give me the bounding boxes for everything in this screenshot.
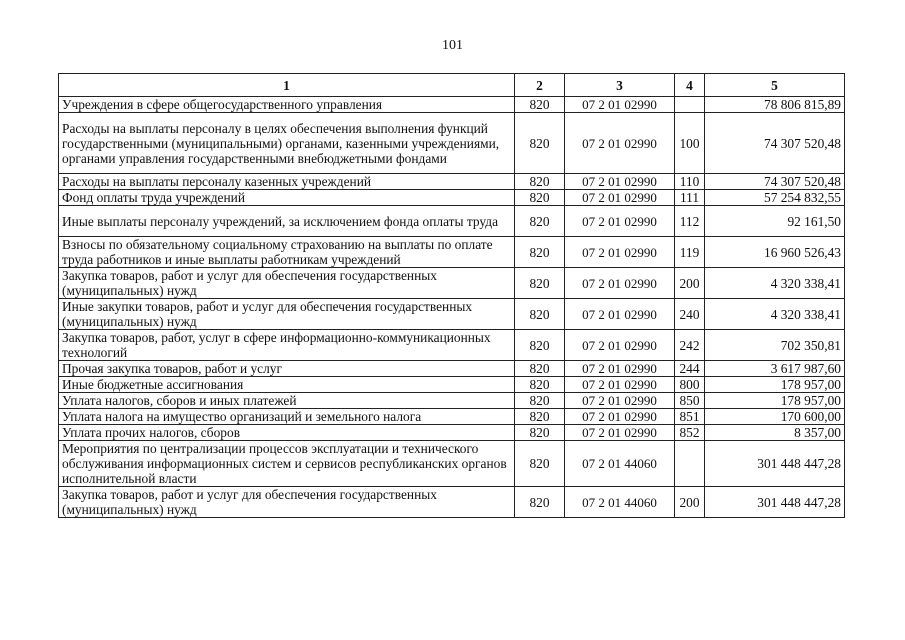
row-code: 07 2 01 44060 <box>565 441 675 487</box>
row-vr <box>675 441 705 487</box>
row-vr: 850 <box>675 393 705 409</box>
row-vr: 800 <box>675 377 705 393</box>
row-grbs: 820 <box>515 441 565 487</box>
row-grbs: 820 <box>515 206 565 237</box>
row-sum: 57 254 832,55 <box>705 190 845 206</box>
row-vr: 110 <box>675 174 705 190</box>
row-grbs: 820 <box>515 113 565 174</box>
row-grbs: 820 <box>515 237 565 268</box>
row-code: 07 2 01 02990 <box>565 377 675 393</box>
column-header: 4 <box>675 74 705 97</box>
row-sum: 4 320 338,41 <box>705 299 845 330</box>
table-row <box>59 393 845 409</box>
row-grbs: 820 <box>515 190 565 206</box>
row-sum: 8 357,00 <box>705 425 845 441</box>
row-vr: 244 <box>675 361 705 377</box>
row-vr: 242 <box>675 330 705 361</box>
budget-table <box>58 73 845 518</box>
table-row <box>59 237 845 268</box>
row-sum: 78 806 815,89 <box>705 97 845 113</box>
table-row <box>59 425 845 441</box>
row-sum: 170 600,00 <box>705 409 845 425</box>
row-code: 07 2 01 02990 <box>565 174 675 190</box>
row-vr: 111 <box>675 190 705 206</box>
row-name: Расходы на выплаты персоналу в целях обеспечения выполнения функций государственными (муниципальными) органами, казенными учреждениями, органами управления государственными внебюджетными фондами <box>59 113 515 174</box>
row-vr: 852 <box>675 425 705 441</box>
column-header: 2 <box>515 74 565 97</box>
page-number: 101 <box>442 38 463 53</box>
table-row <box>59 409 845 425</box>
row-vr: 200 <box>675 487 705 518</box>
row-vr: 200 <box>675 268 705 299</box>
row-name: Иные закупки товаров, работ и услуг для обеспечения государственных (муниципальных) нужд <box>59 299 515 330</box>
row-sum: 3 617 987,60 <box>705 361 845 377</box>
table-row <box>59 377 845 393</box>
row-sum: 178 957,00 <box>705 393 845 409</box>
row-vr: 112 <box>675 206 705 237</box>
table-row <box>59 487 845 518</box>
table-row <box>59 299 845 330</box>
row-name: Закупка товаров, работ и услуг для обеспечения государственных (муниципальных) нужд <box>59 268 515 299</box>
row-name: Мероприятия по централизации процессов эксплуатации и технического обслуживания информационных систем и сервисов республиканских органов исполнительной власти <box>59 441 515 487</box>
row-name: Расходы на выплаты персоналу казенных учреждений <box>59 174 515 190</box>
row-code: 07 2 01 02990 <box>565 299 675 330</box>
row-grbs: 820 <box>515 487 565 518</box>
row-code: 07 2 01 02990 <box>565 268 675 299</box>
row-name: Уплата прочих налогов, сборов <box>59 425 515 441</box>
row-code: 07 2 01 02990 <box>565 206 675 237</box>
row-grbs: 820 <box>515 393 565 409</box>
row-name: Иные бюджетные ассигнования <box>59 377 515 393</box>
row-code: 07 2 01 02990 <box>565 361 675 377</box>
row-code: 07 2 01 44060 <box>565 487 675 518</box>
row-name: Прочая закупка товаров, работ и услуг <box>59 361 515 377</box>
row-name: Учреждения в сфере общегосударственного управления <box>59 97 515 113</box>
row-name: Уплата налога на имущество организаций и земельного налога <box>59 409 515 425</box>
row-name: Иные выплаты персоналу учреждений, за исключением фонда оплаты труда <box>59 206 515 237</box>
table-row <box>59 113 845 174</box>
row-grbs: 820 <box>515 377 565 393</box>
row-code: 07 2 01 02990 <box>565 113 675 174</box>
row-grbs: 820 <box>515 425 565 441</box>
column-header: 1 <box>59 74 515 97</box>
row-sum: 74 307 520,48 <box>705 174 845 190</box>
row-code: 07 2 01 02990 <box>565 330 675 361</box>
table-row <box>59 441 845 487</box>
row-code: 07 2 01 02990 <box>565 237 675 268</box>
row-sum: 4 320 338,41 <box>705 268 845 299</box>
row-sum: 301 448 447,28 <box>705 487 845 518</box>
column-header: 5 <box>705 74 845 97</box>
row-name: Взносы по обязательному социальному страхованию на выплаты по оплате труда работников и иные выплаты работникам учреждений <box>59 237 515 268</box>
column-header: 3 <box>565 74 675 97</box>
row-code: 07 2 01 02990 <box>565 425 675 441</box>
row-grbs: 820 <box>515 299 565 330</box>
row-sum: 92 161,50 <box>705 206 845 237</box>
row-name: Фонд оплаты труда учреждений <box>59 190 515 206</box>
row-vr: 100 <box>675 113 705 174</box>
row-vr: 240 <box>675 299 705 330</box>
row-vr <box>675 97 705 113</box>
row-grbs: 820 <box>515 97 565 113</box>
row-name: Закупка товаров, работ и услуг для обеспечения государственных (муниципальных) нужд <box>59 487 515 518</box>
row-sum: 16 960 526,43 <box>705 237 845 268</box>
row-sum: 702 350,81 <box>705 330 845 361</box>
row-sum: 74 307 520,48 <box>705 113 845 174</box>
row-name: Закупка товаров, работ, услуг в сфере информационно-коммуникационных технологий <box>59 330 515 361</box>
row-vr: 851 <box>675 409 705 425</box>
row-sum: 178 957,00 <box>705 377 845 393</box>
row-name: Уплата налогов, сборов и иных платежей <box>59 393 515 409</box>
table-row <box>59 330 845 361</box>
table-row <box>59 361 845 377</box>
table-row <box>59 174 845 190</box>
table-row <box>59 206 845 237</box>
row-code: 07 2 01 02990 <box>565 190 675 206</box>
row-grbs: 820 <box>515 330 565 361</box>
row-code: 07 2 01 02990 <box>565 393 675 409</box>
table-row <box>59 268 845 299</box>
row-grbs: 820 <box>515 409 565 425</box>
row-code: 07 2 01 02990 <box>565 409 675 425</box>
row-sum: 301 448 447,28 <box>705 441 845 487</box>
row-grbs: 820 <box>515 174 565 190</box>
row-grbs: 820 <box>515 268 565 299</box>
row-grbs: 820 <box>515 361 565 377</box>
row-vr: 119 <box>675 237 705 268</box>
table-row <box>59 97 845 113</box>
row-code: 07 2 01 02990 <box>565 97 675 113</box>
table-row <box>59 190 845 206</box>
header-row <box>59 74 845 97</box>
